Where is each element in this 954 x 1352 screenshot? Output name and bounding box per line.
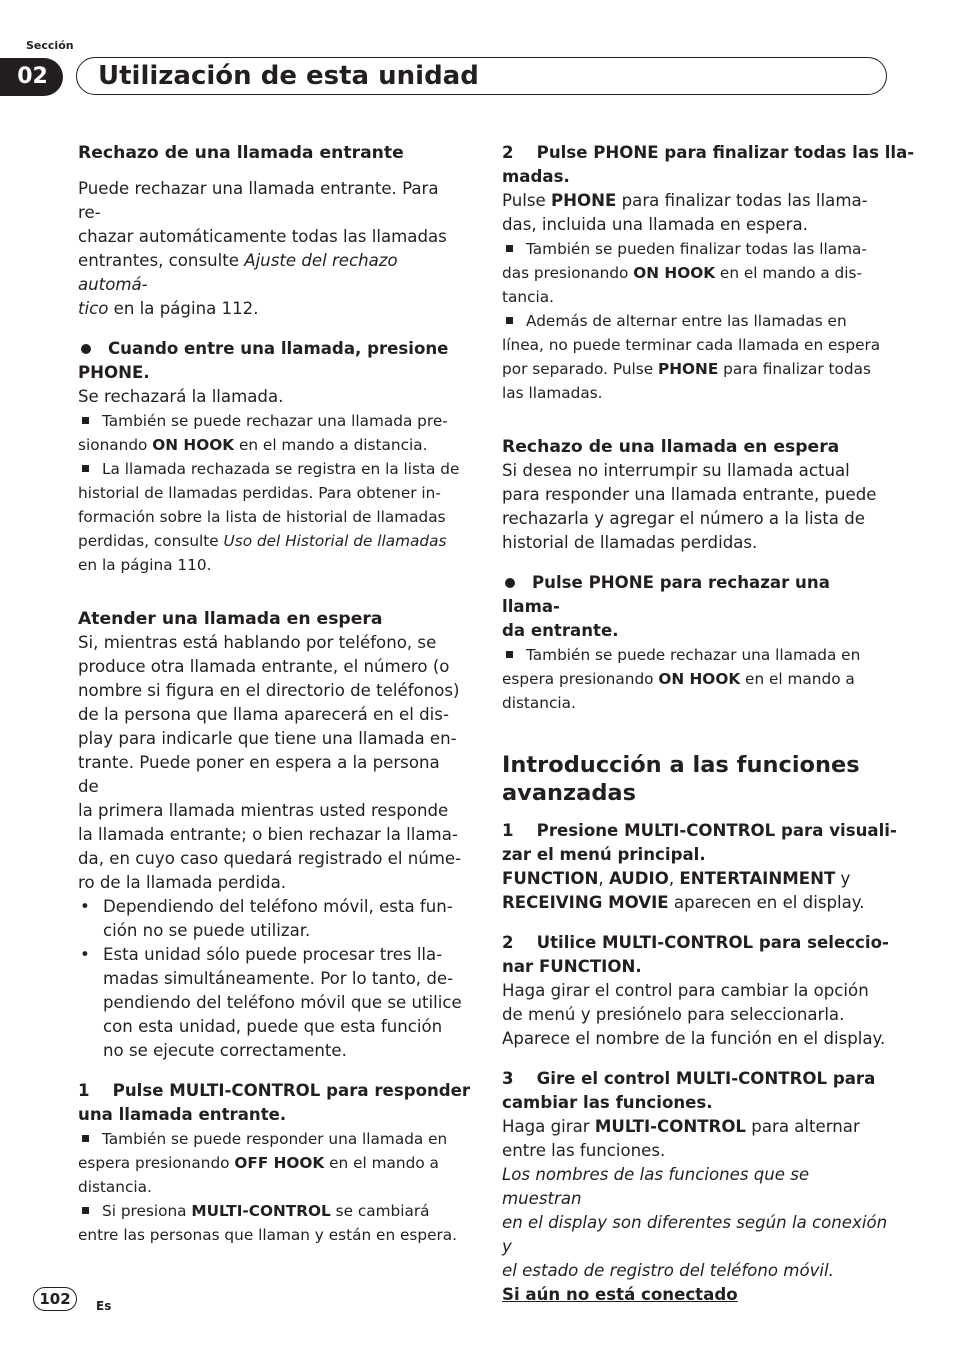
bullet-item: • Esta unidad sólo puede procesar tres lla- madas simultáneamente. Por lo tanto, de- pendiendo del teléfono móvil que se utilice con esta unidad, puede que esta función no se ejecute correctamente.	[80, 945, 462, 1060]
paragraph-line: tico en la página 112.	[78, 299, 259, 318]
heading-answer-waiting: Atender una llamada en espera	[78, 609, 383, 629]
note-line: historial de llamadas perdidas. Para obtener in-	[78, 484, 441, 502]
note-line: tancia.	[502, 288, 554, 306]
paragraph-line: FUNCTION, AUDIO, ENTERTAINMENT y	[502, 869, 851, 888]
paragraph-line: da, en cuyo caso quedará registrado el núme-	[78, 849, 462, 868]
italic-note-line: Los nombres de las funciones que se muestran	[502, 1165, 810, 1208]
instruction-step: 1 Pulse MULTI-CONTROL para responder	[78, 1081, 471, 1100]
paragraph-line: play para indicarle que tiene una llamada en-	[78, 729, 457, 748]
note-line: También se puede rechazar una llamada pre-	[78, 409, 464, 433]
note-line: por separado. Pulse PHONE para finalizar todas	[502, 360, 871, 378]
section-number-badge: 02	[0, 58, 63, 96]
paragraph-line: Aparece el nombre de la función en el display.	[502, 1029, 886, 1048]
left-column	[78, 141, 471, 1247]
instruction-step: Cuando entre una llamada, presione	[78, 337, 464, 361]
instruction-step: 2 Pulse PHONE para finalizar todas las lla-	[502, 143, 915, 162]
instruction-step: PHONE.	[78, 363, 150, 382]
note-square-icon	[82, 417, 89, 424]
italic-note-line: en el display son diferentes según la conexión y	[502, 1213, 888, 1256]
paragraph-line: ro de la llamada perdida.	[78, 873, 287, 892]
heading-reject-waiting: Rechazo de una llamada en espera	[502, 437, 840, 457]
paragraph-line: Si, mientras está hablando por teléfono, se	[78, 633, 437, 652]
note-square-icon	[82, 1207, 89, 1214]
paragraph-line: Haga girar el control para cambiar la opción	[502, 981, 869, 1000]
note-line: espera presionando OFF HOOK en el mando a	[78, 1154, 439, 1172]
paragraph-line: de la persona que llama aparecerá en el dis-	[78, 705, 449, 724]
bullet-item: • Dependiendo del teléfono móvil, esta fun- ción no se puede utilizar.	[80, 897, 453, 940]
italic-note-line: el estado de registro del teléfono móvil.	[502, 1261, 834, 1280]
paragraph-line: Si desea no interrumpir su llamada actual	[502, 461, 850, 480]
instruction-step: 2 Utilice MULTI-CONTROL para seleccio-	[502, 933, 889, 952]
note-square-icon	[506, 317, 513, 324]
subheading-not-connected: Si aún no está conectado	[502, 1285, 738, 1304]
paragraph-line: entre las funciones.	[502, 1141, 666, 1160]
cross-reference: Ajuste del rechazo automá-	[78, 251, 398, 294]
paragraph-line: RECEIVING MOVIE aparecen en el display.	[502, 893, 865, 912]
paragraph-line: chazar automáticamente todas las llamadas	[78, 227, 447, 246]
note-line: La llamada rechazada se registra en la lista de	[78, 457, 464, 481]
note-line: espera presionando ON HOOK en el mando a	[502, 670, 855, 688]
heading-advanced-functions: Introducción a las funciones avanzadas	[502, 752, 860, 806]
bullet-dot-icon	[81, 344, 91, 354]
instruction-step: cambiar las funciones.	[502, 1093, 713, 1112]
paragraph-line: para responder una llamada entrante, puede	[502, 485, 877, 504]
instruction-step: da entrante.	[502, 621, 619, 640]
paragraph-line: das, incluida una llamada en espera.	[502, 215, 808, 234]
note-square-icon	[82, 1135, 89, 1142]
note-line: línea, no puede terminar cada llamada en espera	[502, 336, 881, 354]
cross-reference: tico	[78, 299, 109, 318]
note-line: das presionando ON HOOK en el mando a dis-	[502, 264, 863, 282]
paragraph-line: trante. Puede poner en espera a la persona de	[78, 753, 440, 796]
right-column	[502, 141, 915, 1307]
note-square-icon	[82, 465, 89, 472]
note-line: las llamadas.	[502, 384, 603, 402]
paragraph-line: la llamada entrante; o bien rechazar la llama-	[78, 825, 458, 844]
note-line: Además de alternar entre las llamadas en	[502, 309, 888, 333]
paragraph-line: rechazarla y agregar el número a la lista de	[502, 509, 865, 528]
bullet-dot-icon	[505, 578, 515, 588]
note-line: También se puede rechazar una llamada en	[502, 643, 888, 667]
instruction-step: madas.	[502, 167, 570, 186]
paragraph-line: de menú y presiónelo para seleccionarla.	[502, 1005, 845, 1024]
bullet-icon: •	[80, 897, 90, 916]
instruction-step: 3 Gire el control MULTI-CONTROL para	[502, 1069, 876, 1088]
section-label: Sección	[26, 39, 74, 52]
paragraph-line: entrantes, consulte Ajuste del rechazo automá-	[78, 251, 398, 294]
page-number-badge: 102	[33, 1287, 77, 1311]
note-line: distancia.	[78, 1178, 152, 1196]
page-title: Utilización de esta unidad	[98, 61, 479, 91]
cross-reference: Uso del Historial de llamadas	[223, 532, 447, 550]
paragraph-line: Haga girar MULTI-CONTROL para alternar	[502, 1117, 860, 1136]
note-line: Si presiona MULTI-CONTROL se cambiará	[78, 1199, 464, 1223]
page-title-box	[76, 57, 887, 95]
instruction-step: una llamada entrante.	[78, 1105, 287, 1124]
note-line: perdidas, consulte Uso del Historial de llamadas	[78, 532, 447, 550]
language-code: Es	[96, 1299, 112, 1313]
instruction-step: zar el menú principal.	[502, 845, 706, 864]
paragraph-line: Puede rechazar una llamada entrante. Para re-	[78, 179, 439, 222]
paragraph-line: historial de llamadas perdidas.	[502, 533, 758, 552]
paragraph-line: la primera llamada mientras usted responde	[78, 801, 449, 820]
step-result: Se rechazará la llamada.	[78, 387, 284, 406]
paragraph-line: produce otra llamada entrante, el número (o	[78, 657, 450, 676]
note-line: sionando ON HOOK en el mando a distancia.	[78, 436, 428, 454]
bullet-icon: •	[80, 945, 90, 964]
note-line: También se pueden finalizar todas las llama-	[502, 237, 888, 261]
note-line: formación sobre la lista de historial de llamadas	[78, 508, 446, 526]
paragraph-line: Pulse PHONE para finalizar todas las llama-	[502, 191, 868, 210]
note-line: distancia.	[502, 694, 576, 712]
note-square-icon	[506, 245, 513, 252]
instruction-step: 1 Presione MULTI-CONTROL para visuali-	[502, 821, 897, 840]
paragraph-line: nombre si figura en el directorio de teléfonos)	[78, 681, 460, 700]
note-line: en la página 110.	[78, 556, 212, 574]
note-line: entre las personas que llaman y están en espera.	[78, 1226, 458, 1244]
note-square-icon	[506, 651, 513, 658]
instruction-step: nar FUNCTION.	[502, 957, 642, 976]
heading-reject-incoming: Rechazo de una llamada entrante	[78, 143, 404, 163]
instruction-step: Pulse PHONE para rechazar una llama-	[502, 573, 830, 616]
note-line: También se puede responder una llamada en	[78, 1127, 464, 1151]
